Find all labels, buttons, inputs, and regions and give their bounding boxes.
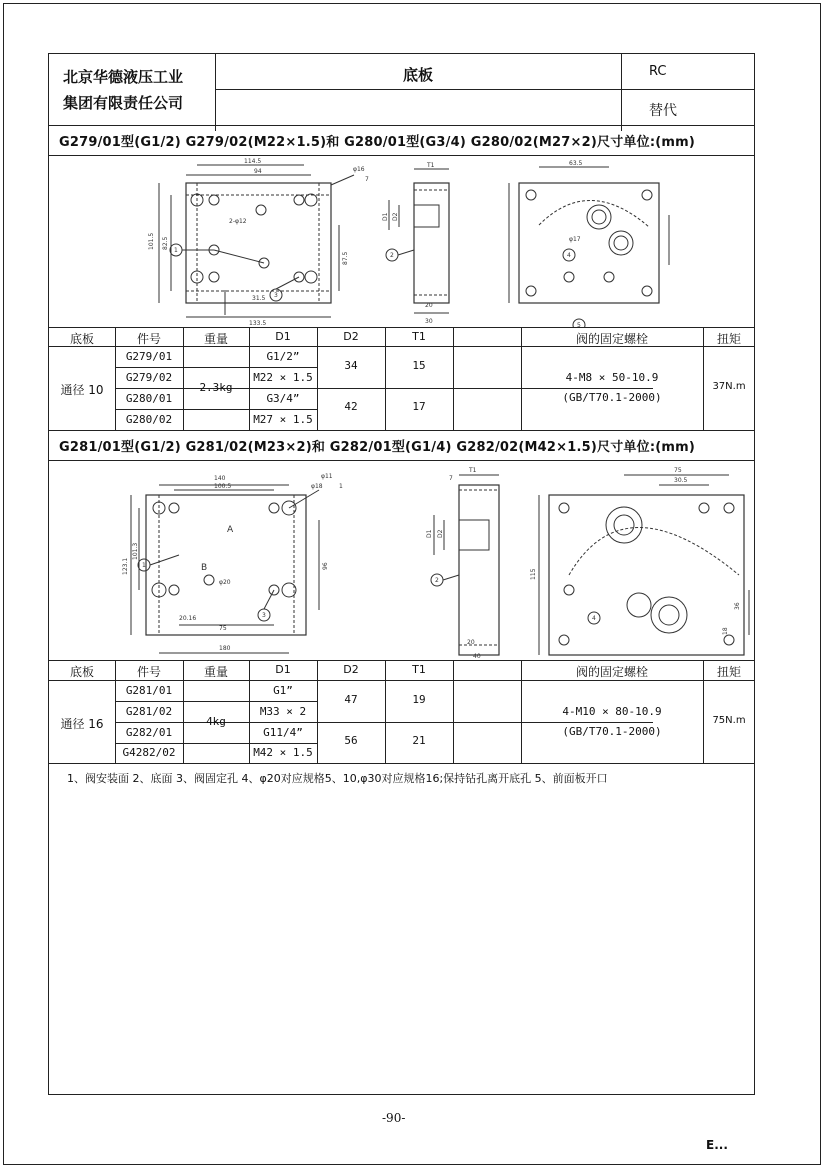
svg-text:123.1: 123.1 bbox=[122, 557, 129, 575]
t1-header-baseplate: 底板 bbox=[69, 332, 94, 346]
svg-text:133.5: 133.5 bbox=[249, 320, 267, 327]
svg-text:B: B bbox=[201, 563, 208, 573]
t2-part-1: G281/01 bbox=[125, 684, 173, 697]
t1-d2-2: 42 bbox=[344, 400, 358, 413]
section2-drawing bbox=[49, 460, 755, 660]
svg-text:D1: D1 bbox=[426, 529, 433, 538]
svg-text:T1: T1 bbox=[469, 467, 477, 474]
t1-group: 通径 10 bbox=[60, 383, 104, 397]
svg-text:2: 2 bbox=[435, 577, 439, 584]
svg-text:115: 115 bbox=[530, 568, 537, 580]
t1-d1-1: G1/2” bbox=[266, 350, 300, 363]
t1-header-part: 件号 bbox=[136, 332, 161, 346]
t1-torque: 37N.m bbox=[712, 381, 746, 392]
svg-text:101.3: 101.3 bbox=[132, 542, 139, 560]
svg-text:1: 1 bbox=[339, 483, 343, 490]
t2-d1-2: M33 × 2 bbox=[259, 705, 307, 718]
t2-header-d2: D2 bbox=[343, 663, 359, 676]
svg-text:18: 18 bbox=[722, 627, 729, 635]
svg-text:31.5: 31.5 bbox=[252, 295, 266, 302]
replace-label: 替代 bbox=[649, 103, 677, 119]
t1-d1-2: M22 × 1.5 bbox=[253, 371, 313, 384]
svg-text:4: 4 bbox=[592, 615, 596, 622]
t2-header-t1: T1 bbox=[412, 663, 426, 676]
t1-part-3: G280/01 bbox=[125, 392, 173, 405]
svg-text:20.16: 20.16 bbox=[179, 615, 197, 622]
svg-text:1: 1 bbox=[174, 247, 178, 254]
t2-part-2: G281/02 bbox=[125, 705, 173, 718]
svg-text:75: 75 bbox=[219, 625, 227, 632]
svg-text:φ20: φ20 bbox=[219, 579, 231, 586]
svg-text:20: 20 bbox=[425, 302, 433, 309]
svg-text:75: 75 bbox=[674, 467, 682, 474]
svg-text:D2: D2 bbox=[437, 529, 444, 538]
t2-part-3: G282/01 bbox=[125, 726, 173, 739]
t1-header-d2: D2 bbox=[343, 330, 359, 343]
svg-text:1: 1 bbox=[142, 562, 146, 569]
document-frame bbox=[48, 53, 755, 1095]
t2-header-bolt: 阀的固定螺栓 bbox=[575, 665, 648, 679]
section1-drawing bbox=[49, 155, 755, 327]
t1-part-4: G280/02 bbox=[125, 413, 173, 426]
t1-part-1: G279/01 bbox=[125, 350, 173, 363]
t2-weight: 4kg bbox=[206, 715, 226, 728]
t1-bolt-line1: 4-M8 × 50-10.9 bbox=[565, 371, 659, 384]
svg-text:7: 7 bbox=[365, 176, 369, 183]
svg-text:D1: D1 bbox=[382, 212, 389, 221]
svg-text:101.5: 101.5 bbox=[148, 232, 155, 250]
company-name-line2: 集团有限责任公司 bbox=[63, 94, 184, 112]
section1-heading: G279/01型(G1/2) G279/02(M22×1.5)和 G280/01型(G3/4) G280/02(M27×2)尺寸单位:(mm) bbox=[59, 135, 695, 150]
t1-d1-3: G3/4” bbox=[266, 392, 300, 405]
t1-header-weight: 重量 bbox=[203, 332, 228, 346]
s1-dim-top: 114.5 bbox=[244, 158, 262, 165]
t1-d1-4: M27 × 1.5 bbox=[253, 413, 313, 426]
svg-text:2-φ12: 2-φ12 bbox=[229, 218, 247, 225]
svg-text:100.5: 100.5 bbox=[214, 483, 232, 490]
svg-text:2: 2 bbox=[390, 252, 394, 259]
page-number: -90- bbox=[382, 1111, 406, 1125]
t1-header-t1: T1 bbox=[412, 330, 426, 343]
svg-text:36: 36 bbox=[734, 602, 741, 610]
document-title: 底板 bbox=[402, 66, 433, 84]
svg-text:20: 20 bbox=[467, 639, 475, 646]
t1-d2-1: 34 bbox=[344, 359, 358, 372]
t2-header-baseplate: 底板 bbox=[69, 665, 94, 679]
t2-t1-2: 21 bbox=[412, 734, 426, 747]
svg-text:7: 7 bbox=[449, 475, 453, 482]
t1-header-torque: 扭矩 bbox=[716, 332, 741, 346]
t2-header-d1: D1 bbox=[275, 663, 291, 676]
t2-d1-1: G1” bbox=[273, 684, 293, 697]
svg-text:87.5: 87.5 bbox=[342, 251, 349, 265]
t2-group: 通径 16 bbox=[60, 717, 104, 731]
t2-header-weight: 重量 bbox=[203, 665, 228, 679]
t1-header-d1: D1 bbox=[275, 330, 291, 343]
svg-text:180: 180 bbox=[219, 645, 231, 652]
s1-top-view bbox=[509, 167, 669, 327]
t1-weight: 2.3kg bbox=[199, 381, 233, 394]
svg-text:82.5: 82.5 bbox=[162, 236, 169, 250]
svg-text:φ11: φ11 bbox=[321, 473, 333, 480]
t2-part-4: G4282/02 bbox=[122, 746, 176, 759]
s2-top-view bbox=[539, 475, 749, 660]
t2-bolt-line2: (GB/T70.1-2000) bbox=[562, 725, 662, 738]
t1-header-bolt: 阀的固定螺栓 bbox=[575, 332, 648, 346]
svg-text:30: 30 bbox=[425, 318, 433, 325]
svg-text:63.5: 63.5 bbox=[569, 160, 583, 167]
notes-text: 1、阀安装面 2、底面 3、阀固定孔 4、φ20对应规格5、10,φ30对应规格16;保持钻孔离开底孔 5、前面板开口 bbox=[67, 772, 608, 785]
svg-text:30.5: 30.5 bbox=[674, 477, 688, 484]
t2-bolt-line1: 4-M10 × 80-10.9 bbox=[562, 705, 662, 718]
t2-d1-4: M42 × 1.5 bbox=[253, 746, 313, 759]
t1-part-2: G279/02 bbox=[125, 371, 173, 384]
svg-text:φ18: φ18 bbox=[311, 483, 323, 490]
svg-text:3: 3 bbox=[262, 612, 266, 619]
svg-text:A: A bbox=[227, 525, 234, 535]
svg-text:96: 96 bbox=[322, 562, 329, 570]
svg-text:94: 94 bbox=[254, 168, 262, 175]
svg-text:φ16: φ16 bbox=[353, 166, 365, 173]
svg-text:40: 40 bbox=[473, 653, 481, 660]
t2-d2-1: 47 bbox=[344, 693, 358, 706]
t2-torque: 75N.m bbox=[712, 715, 746, 726]
s1-side-view bbox=[386, 169, 449, 313]
t2-header-torque: 扭矩 bbox=[716, 665, 741, 679]
t1-t1-2: 17 bbox=[412, 400, 426, 413]
svg-text:D2: D2 bbox=[392, 212, 399, 221]
svg-text:4: 4 bbox=[567, 252, 571, 259]
section2-heading: G281/01型(G1/2) G281/02(M23×2)和 G282/01型(G1/4) G282/02(M42×1.5)尺寸单位:(mm) bbox=[59, 440, 695, 455]
svg-text:T1: T1 bbox=[427, 162, 435, 169]
t2-d2-2: 56 bbox=[344, 734, 358, 747]
t2-d1-3: G11/4” bbox=[263, 726, 303, 739]
t1-t1-1: 15 bbox=[412, 359, 426, 372]
svg-text:140: 140 bbox=[214, 475, 226, 482]
document-code: RC bbox=[649, 64, 667, 79]
footer-mark: E... bbox=[706, 1138, 728, 1152]
t2-header-part: 件号 bbox=[136, 665, 161, 679]
s2-side-view bbox=[431, 475, 499, 655]
t2-t1-1: 19 bbox=[412, 693, 426, 706]
company-name-line1: 北京华德液压工业 bbox=[63, 68, 184, 86]
t1-bolt-line2: (GB/T70.1-2000) bbox=[562, 391, 662, 404]
svg-text:3: 3 bbox=[274, 292, 278, 299]
svg-text:φ17: φ17 bbox=[569, 236, 581, 243]
svg-text:5: 5 bbox=[577, 322, 581, 327]
